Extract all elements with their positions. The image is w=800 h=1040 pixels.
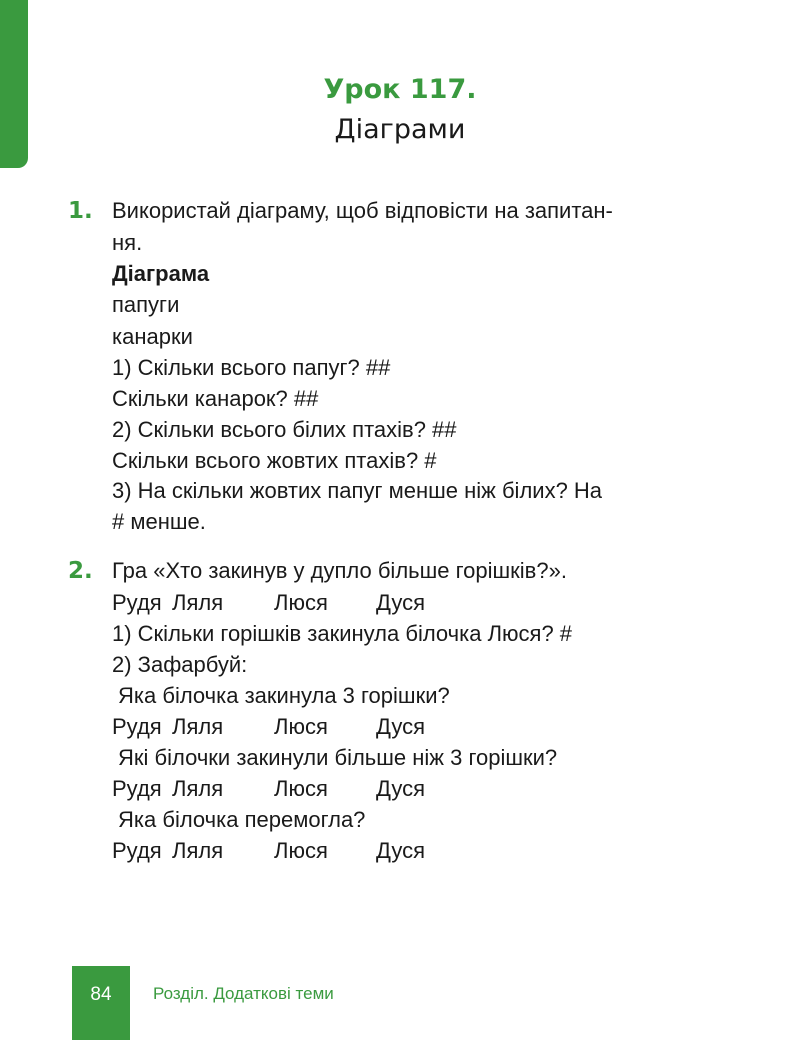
task-2-question-1: 1) Скільки горішків закинула білочка Люся? # <box>112 621 573 646</box>
name-rudia[interactable]: Рудя <box>112 838 162 863</box>
name-liusia[interactable]: Люся <box>274 776 328 801</box>
name-liusia[interactable]: Люся <box>274 590 328 615</box>
question-3b: # менше. <box>112 509 206 534</box>
lesson-title: Урок 117. <box>323 74 477 105</box>
sub-question-1: Яка білочка закинула 3 горішки? <box>118 683 450 708</box>
name-dusia[interactable]: Дуся <box>376 590 426 615</box>
question-1: 1) Скільки всього папуг? ## <box>112 355 391 380</box>
page-number: 84 <box>90 984 112 1005</box>
task-2-number: 2. <box>68 558 93 584</box>
task-1-text-line: ня. <box>112 230 143 255</box>
task-1-number: 1. <box>68 198 93 224</box>
diagram-heading: Діаграма <box>112 261 210 286</box>
name-lialia[interactable]: Ляля <box>172 590 224 615</box>
squirrel-names-row <box>112 840 472 866</box>
name-lialia[interactable]: Ляля <box>172 714 224 739</box>
sub-question-3: Яка білочка перемогла? <box>118 807 366 832</box>
task-2-question-2: 2) Зафарбуй: <box>112 652 248 677</box>
task-2-intro: Гра «Хто закинув у дупло більше горішків?». <box>112 558 567 583</box>
diagram-row-label-canaries: канарки <box>112 324 193 349</box>
task-1-text-line: Використай діаграму, щоб відповісти на запитан- <box>112 198 613 223</box>
name-dusia[interactable]: Дуся <box>376 714 426 739</box>
sub-question-2: Які білочки закинули більше ніж 3 горішки? <box>118 745 558 770</box>
name-dusia[interactable]: Дуся <box>376 776 426 801</box>
question-1b: Скільки канарок? ## <box>112 386 319 411</box>
question-2b: Скільки всього жовтих птахів? # <box>112 448 437 473</box>
name-liusia[interactable]: Люся <box>274 714 328 739</box>
name-rudia[interactable]: Рудя <box>112 776 162 801</box>
name-lialia[interactable]: Ляля <box>172 838 224 863</box>
question-2: 2) Скільки всього білих птахів? ## <box>112 417 457 442</box>
question-3: 3) На скільки жовтих папуг менше ніж білих? На <box>112 478 603 503</box>
squirrel-names-row <box>112 592 472 618</box>
name-liusia[interactable]: Люся <box>274 838 328 863</box>
lesson-subtitle: Діаграми <box>334 114 466 145</box>
squirrel-names-row <box>112 778 472 804</box>
name-rudia[interactable]: Рудя <box>112 590 162 615</box>
diagram-row-label-parrots: папуги <box>112 292 180 317</box>
section-label: Розділ. Додаткові теми <box>153 984 334 1003</box>
name-lialia[interactable]: Ляля <box>172 776 224 801</box>
name-rudia[interactable]: Рудя <box>112 714 162 739</box>
name-dusia[interactable]: Дуся <box>376 838 426 863</box>
squirrel-names-row <box>112 716 472 742</box>
